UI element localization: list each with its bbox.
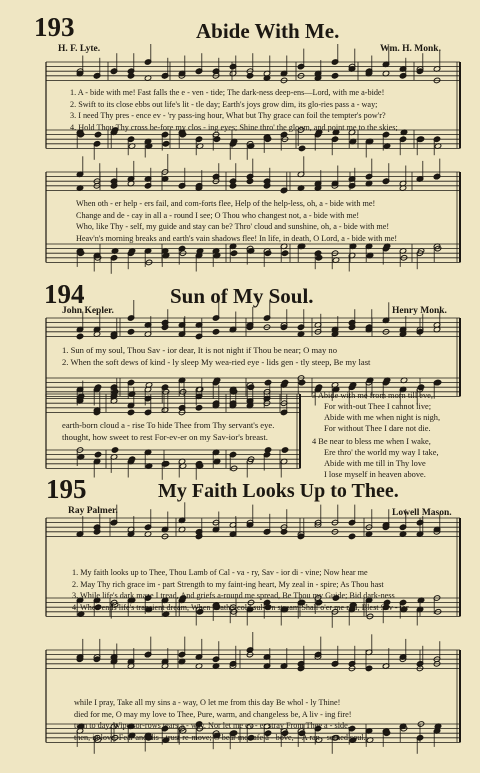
note-head: [127, 329, 134, 335]
note-head: [110, 519, 117, 525]
note-head: [348, 533, 355, 539]
author-credit: John Kepler.: [62, 306, 114, 316]
note-head: [382, 178, 389, 184]
lyric-line: 2. When the soft dews of kind - ly sleep My wea-ried eye - lids gen - tly steep, Be my last: [62, 356, 371, 367]
lyric-line: turn to day, Wipe sor-rows tears a - way, Nor let me ev - er stray From Thee a - side.: [74, 721, 350, 731]
note-head: [162, 141, 169, 147]
note-head: [230, 250, 237, 256]
stanza-line: 4 Be near to bless me when I wake,: [312, 437, 431, 446]
stanza-line: Abide with me when night is nigh,: [324, 413, 441, 422]
author-credit: H. F. Lyte.: [58, 44, 101, 54]
lyric-line: Who, like Thy - self, my guide and stay can be? Thro' cloud and sunshine, oh, a - bide with me!: [76, 222, 390, 232]
lyric-line: while I pray, Take all my sins a - way, O let me from this day Be whol - ly Thine!: [74, 698, 341, 707]
stanza-line: 3 Abide with me from morn till eve,: [312, 391, 433, 400]
hymn-number: 194: [44, 279, 85, 309]
composer-credit: Wm. H. Monk.: [380, 44, 441, 54]
hymn-title: Abide With Me.: [196, 19, 340, 43]
stanza-line: Abide with me till in Thy love: [324, 459, 426, 468]
lyric-line: 3. While life's dark maze I tread, And griefs a-round me spread, Be Thou my Guide; Bid dark-ness: [72, 591, 395, 601]
lyrics-block: [76, 198, 397, 244]
note-head: [331, 661, 338, 667]
stanza-line: Ere thro' the world my way I take,: [324, 448, 439, 457]
note-head: [281, 447, 288, 453]
note-head: [298, 145, 305, 151]
lyrics-block: [72, 567, 409, 613]
note-head: [247, 384, 254, 390]
lyric-line: 1. A - bide with me! Fast falls the e - ven - tide; The dark-ness deep-ens—Lord, with me a-bide!: [70, 88, 385, 97]
note-head: [144, 651, 151, 657]
note-head: [76, 333, 83, 339]
extra-stanza: [312, 390, 440, 434]
lyric-line: 1. Sun of my soul, Thou Sav - ior dear, It is not night if Thou be near; O may no: [62, 345, 338, 355]
lyric-line: died for me, O may my love to Thee, Pure, warm, and changeless be, A liv - ing fire!: [74, 709, 352, 719]
lyric-line: Heav'n's morning breaks and earth's vain shadows flee! In life, in death, O Lord, a - bide with me!: [76, 233, 398, 243]
hymn-number: 195: [46, 474, 87, 504]
note-head: [127, 409, 134, 415]
lyric-line: When oth - er help - ers fail, and com-forts flee, Help of the help-less, oh, a - bide with me!: [76, 199, 376, 208]
lyrics-block: [70, 87, 398, 133]
lyric-line: 1. My faith looks up to Thee, Thou Lamb of Cal - va - ry, Sav - ior di - vine; Now hear me: [72, 568, 368, 577]
note-head: [264, 250, 271, 256]
note-head: [110, 68, 117, 74]
lyrics-block: [74, 697, 366, 743]
lyric-line: Change and de - cay in all a - round I see; O Thou who changest not, a - bide with me!: [76, 210, 360, 220]
note-head: [195, 405, 202, 411]
lyric-line: 4. When ends life's transient dream, When death's cold sul-len stream Shall o'er me roll, Blest Sav - ior: [72, 602, 409, 612]
lyrics-block: [62, 345, 370, 368]
note-head: [331, 73, 338, 79]
note-head: [280, 187, 287, 193]
lyric-line: thought, how sweet to rest For-ev-er on my Sav-ior's breast.: [62, 431, 268, 442]
lyric-line: then, in love, Fear and dis - trust re-move; O bear me safe a - bove,—A ran - somed soul.: [74, 732, 366, 742]
note-head: [111, 447, 118, 453]
hymn-number: 193: [34, 12, 75, 42]
hymn-title: Sun of My Soul.: [170, 284, 314, 308]
extra-stanza: [312, 436, 439, 480]
note-head: [161, 73, 168, 79]
composer-credit: Lowell Mason.: [392, 508, 452, 518]
note-head: [264, 379, 271, 385]
composer-credit: Henry Monk.: [392, 306, 447, 316]
hymn-title: My Faith Looks Up to Thee.: [158, 480, 399, 502]
stanza-line: For with-out Thee I cannot live;: [324, 402, 432, 411]
stanza-line: I lose myself in heaven above.: [324, 470, 426, 479]
lyric-line: 2. May Thy rich grace im - part Strength to my faint-ing heart, My zeal in - spire; As Thou hast: [72, 579, 384, 589]
stanza-line: For without Thee I dare not die.: [324, 424, 431, 433]
note-head: [264, 447, 271, 453]
note-head: [433, 173, 440, 179]
note-head: [94, 451, 101, 457]
author-credit: Ray Palmer.: [68, 506, 118, 516]
lyric-line: 3. I need Thy pres - ence ev - 'ry pass-ing hour, What but Thy grace can foil the tempter's pow'r?: [70, 111, 386, 121]
lyric-line: 2. Swift to its close ebbs out life's lit - tle day; Earth's joys grow dim, its glo-ries pass a - way;: [70, 99, 378, 109]
lyric-line: 4. Hold Thou Thy cross be-fore my clos - ing eyes; Shine thro' the gloom, and point me to the skies;: [70, 122, 398, 132]
lyrics-block: [62, 420, 274, 443]
note-head: [212, 329, 219, 335]
note-head: [93, 73, 100, 79]
note-head: [365, 665, 372, 671]
lyric-line: earth-born cloud a - rise To hide Thee from Thy servant's eye.: [62, 420, 275, 430]
note-head: [281, 250, 288, 256]
